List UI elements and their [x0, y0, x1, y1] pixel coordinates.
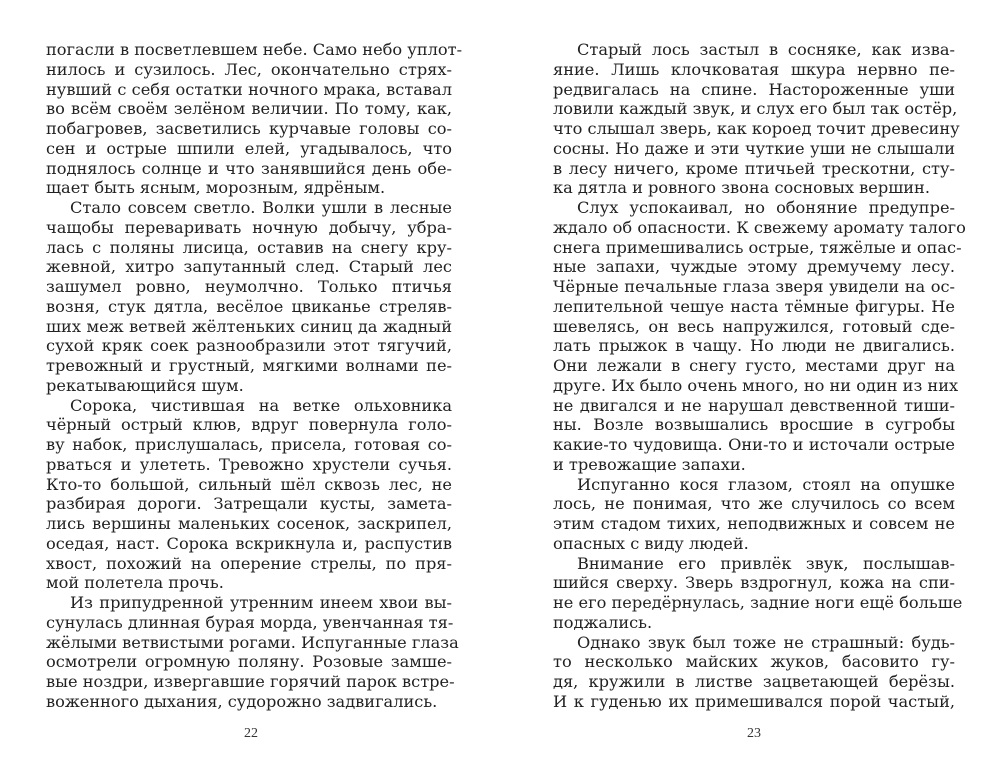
text-line: дя, кружили в листве зацветающей берёзы.	[553, 672, 955, 691]
text-line: не его передёрнулась, задние ноги ещё больше	[553, 593, 963, 612]
text-line: мой полетела прочь.	[46, 573, 224, 593]
text-line: побагровев, засветились курчавые головы со-	[46, 119, 452, 138]
text-line: Чёрные печальные глаза зверя увидели на ос-	[553, 277, 955, 296]
text-line: этим стадом тихих, неподвижных и совсем не	[553, 514, 955, 533]
text-line: Стало совсем светло. Волки ушли в лесные	[70, 198, 452, 217]
text-line: разбирая дороги. Затрещали кусты, замета-	[46, 494, 452, 514]
text-line: осмотрели огромную поляну. Розовые замше-	[46, 652, 452, 672]
text-line: сунулась длинная бурая морда, увенчанная тя-	[46, 612, 454, 632]
left-page-text	[46, 40, 463, 712]
text-line: щает быть ясным, морозным, ядрёным.	[46, 178, 386, 198]
text-line: лись вершины маленьких сосенок, заскрипел,	[46, 514, 452, 533]
text-line: в лесу ничего, кроме птичьей трескотни, сту-	[553, 158, 955, 178]
text-line: ка дятла и ровного звона сосновых вершин.	[553, 178, 930, 198]
text-line: Из припудренной утренним инеем хвои вы-	[70, 593, 452, 612]
text-line: Испуганно кося глазом, стоял на опушке	[577, 474, 955, 494]
text-line: рекатывающийся шум.	[46, 375, 244, 395]
text-line: жевной, хитро запутанный след. Старый лес	[46, 257, 452, 277]
text-line: воженного дыхания, судорожно задвигались.	[46, 691, 438, 711]
text-line: Кто-то большой, сильный шёл сквозь лес, не	[46, 474, 452, 494]
text-line: нувший с себя остатки ночного мрака, вставал	[46, 79, 452, 99]
text-line: чёрный острый клюв, вдруг повернула голо-	[46, 415, 452, 435]
text-line: И к гуденью их примешивался порой частый,	[553, 691, 955, 711]
text-line: какие-то чудовища. Они-то и источали острые	[553, 435, 955, 454]
text-line: лепительной чешуе наста тёмные фигуры. Не	[553, 296, 955, 316]
text-line: опасных с виду людей.	[553, 533, 749, 553]
text-line: ные запахи, чуждые этому дремучему лесу.	[553, 257, 955, 277]
text-line: Сорока, чистившая на ветке ольховника	[70, 395, 452, 415]
text-line: лать прыжок в чащу. Но люди не двигались.	[553, 336, 955, 356]
text-line: ждало об опасности. К свежему аромату талого	[553, 217, 966, 237]
text-line: лось, не понимая, что же случилось со всем	[553, 494, 955, 514]
text-line: хвост, похожий на оперение стрелы, по пря-	[46, 553, 452, 573]
text-line: Старый лось застыл в сосняке, как изва-	[577, 40, 955, 59]
text-line: лась с поляны лисица, оставив на снегу кру-	[46, 237, 452, 257]
text-line: Они лежали в снегу густо, местами друг на	[553, 356, 955, 375]
text-line: ловили каждый звук, и слух его был так остёр,	[553, 99, 958, 119]
text-line: шевелясь, он весь напружился, готовый сде-	[553, 316, 955, 336]
text-line: что слышал зверь, как короед точит древесину	[553, 119, 960, 138]
text-line: редвигалась на спине. Настороженные уши	[553, 79, 955, 99]
page-number-left: 22	[244, 726, 258, 741]
text-line: зашумел ровно, неумолчно. Только птичья	[46, 277, 452, 296]
text-line: Однако звук был тоже не страшный: будь-	[577, 632, 955, 652]
text-line: вые ноздри, извергавшие горячий парок встре-	[46, 672, 455, 691]
text-line: ву набок, прислушалась, присела, готовая со-	[46, 435, 452, 454]
text-line: сен и острые шпили елей, угадывалось, что	[46, 138, 452, 158]
text-line: оседая, наст. Сорока вскрикнула и, распустив	[46, 533, 452, 553]
text-line: Слух успокаивал, но обоняние предупре-	[577, 198, 955, 217]
text-line: нилось и сузилось. Лес, окончательно стрях-	[46, 59, 452, 79]
text-line: чащобы переваривать ночную добычу, убра-	[46, 217, 452, 237]
text-line: погасли в посветлевшем небе. Само небо уплот-	[46, 40, 463, 59]
text-line: ны. Возле возвышались вросшие в сугробы	[553, 415, 955, 435]
text-line: Внимание его привлёк звук, послышав-	[577, 553, 955, 573]
text-line: друге. Их было очень много, но ни один из них	[553, 375, 959, 395]
text-line: ших меж ветвей жёлтеньких синиц да жадный	[46, 316, 452, 336]
text-line: поднялось солнце и что занявшийся день обе-	[46, 158, 452, 178]
text-line: снега примешивались острые, тяжёлые и опас-	[553, 237, 962, 257]
text-line: тревожный и грустный, мягкими волнами пе-	[46, 356, 452, 375]
text-line: возня, стук дятла, весёлое цвиканье стреляв-	[46, 296, 452, 316]
text-line: рваться и улететь. Тревожно хрустели сучья.	[46, 454, 452, 474]
text-line: яние. Лишь клочковатая шкура нервно пе-	[553, 59, 955, 79]
text-line: во всём своём зелёном величии. По тому, как,	[46, 99, 452, 119]
page-number-right: 23	[747, 726, 761, 741]
text-line: жёлыми ветвистыми рогами. Испуганные глаза	[46, 632, 459, 652]
right-page-text	[553, 40, 966, 712]
text-line: не двигался и не нарушал девственной тиши-	[553, 395, 955, 415]
text-line: то несколько майских жуков, басовито гу-	[553, 652, 955, 672]
text-line: поджались.	[553, 612, 653, 632]
text-line: и тревожащие запахи.	[553, 454, 746, 474]
text-line: сосны. Но даже и эти чуткие уши не слышали	[553, 138, 955, 158]
text-line: сухой кряк соек разнообразили этот тягучий,	[46, 336, 452, 356]
text-line: шийся сверху. Зверь вздрогнул, кожа на спи-	[553, 573, 955, 593]
